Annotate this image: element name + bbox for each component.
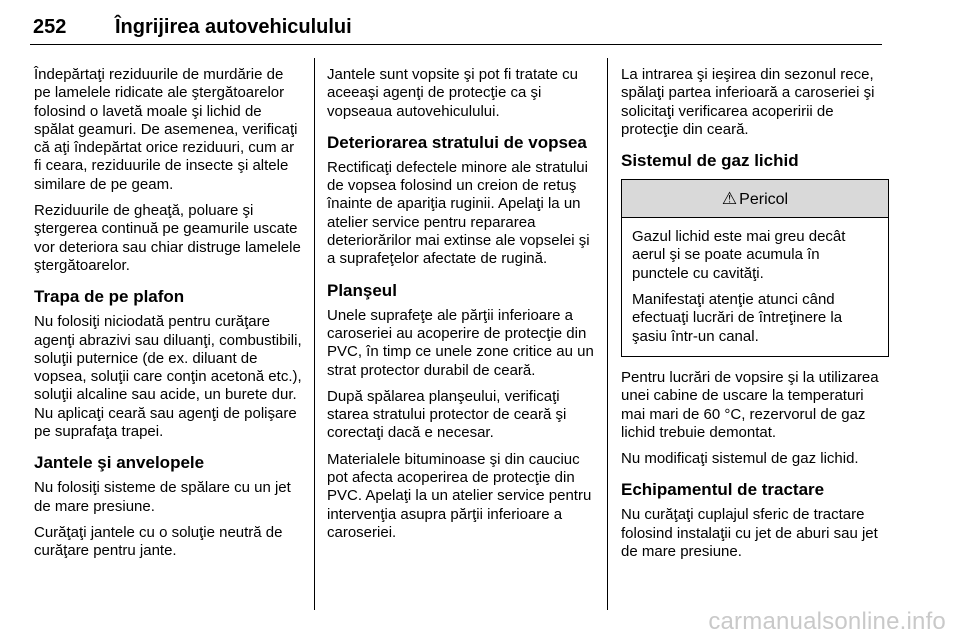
paragraph-plansee-bitum: Materialele bituminoase şi din cauciuc pot afecta acoperirea de protecţie din PVC. Apelaţi la un atelier service pentru intervenţia asupra părţii inferioare a caroseriei. xyxy=(327,450,592,541)
warning-header xyxy=(622,180,888,218)
column-2 xyxy=(327,66,595,550)
paragraph-wiper-damage: Reziduurile de gheaţă, poluare şi ştergerea continuă pe geamurile uscate vor deteriora sau chiar distruge lamelele ştergătoarelor. xyxy=(34,202,301,274)
warning-title: Pericol xyxy=(739,191,789,209)
page-number: 252 xyxy=(33,16,67,38)
column-divider-1 xyxy=(314,58,315,610)
heading-vopsea: Deteriorarea stratului de vopsea xyxy=(327,132,587,152)
paragraph-tractare: Nu curăţaţi cuplajul sferic de tractare folosind instalaţii cu jet de aburi sau jet de mare presiune. xyxy=(621,506,878,561)
paragraph-plansee-verificare: După spălarea planşeului, verificaţi starea stratului protector de ceară şi corectaţi dacă e necesar. xyxy=(327,387,567,442)
warning-triangle-icon: ⚠ xyxy=(721,189,738,209)
heading-gaz-lichid: Sistemul de gaz lichid xyxy=(621,151,799,171)
paragraph-jante-vopsite: Jantele sunt vopsite şi pot fi tratate cu aceeaşi agenţi de protecţie ca şi vopseaua autovehiculului. xyxy=(327,66,578,120)
paragraph-vopsea: Rectificaţi defectele minore ale stratului de vopsea folosind un creion de retuş înainte de apariţia ruginii. Apelaţi la un atelier service pentru repararea deteriorărilor mai extinse ale vopselei şi a suprafeţelor afectate de rugină. xyxy=(327,158,590,268)
paragraph-sezon-rece: La intrarea şi ieşirea din sezonul rece, spălaţi partea inferioară a caroseriei şi solicitaţi verificarea acoperirii de protecţie din ceară. xyxy=(621,66,875,138)
warning-box xyxy=(621,179,889,357)
paragraph-jante-jet: Nu folosiţi sisteme de spălare cu un jet de mare presiune. xyxy=(34,479,291,515)
heading-tractare: Echipamentul de tractare xyxy=(621,480,825,500)
paragraph-jante-curatare: Curăţaţi jantele cu o soluţie neutră de curăţare pentru jante. xyxy=(34,523,283,560)
paragraph-vopsire: Pentru lucrări de vopsire şi la utilizarea unei cabine de uscare la temperaturi mai mari de 60 °C, rezervorul de gaz lichid trebuie demontat. xyxy=(621,368,879,441)
warning-paragraph-2: Manifestaţi atenţie atunci când efectuaţi lucrări de întreţinere la şasiu într-un canal. xyxy=(632,291,843,345)
watermark: carmanualsonline.info xyxy=(708,608,946,635)
warning-body xyxy=(622,218,888,356)
heading-jante: Jantele şi anvelopele xyxy=(34,453,205,473)
paragraph-nu-modificati: Nu modificaţi sistemul de gaz lichid. xyxy=(621,450,859,468)
warning-paragraph-1: Gazul lichid este mai greu decât aerul şi se poate acumula în punctele cu cavităţi. xyxy=(632,228,846,282)
heading-plansee: Planşeul xyxy=(327,280,397,300)
column-3 xyxy=(621,66,889,569)
paragraph-plansee-pvc: Unele suprafeţe ale părţii inferioare a caroseriei au acoperire de protecţie din PVC, în timp ce unele zone critice au un strat protector durabil de ceară. xyxy=(327,306,594,379)
paragraph-wiper-cleaning: Îndepărtaţi reziduurile de murdărie de pe lamelele ridicate ale ştergătoarelor folosind o lavetă moale şi lichid de spălat geamuri. De asemenea, verificaţi că aţi îndepărtat orice reziduuri, cum ar fi ceara, reziduurile de insecte şi altele similare de pe geam. xyxy=(34,66,298,193)
column-divider-2 xyxy=(607,58,608,610)
heading-trapa: Trapa de pe plafon xyxy=(34,287,185,307)
page-header-title: Îngrijirea autovehiculului xyxy=(115,16,352,38)
page-header xyxy=(30,10,882,45)
paragraph-trapa: Nu folosiţi niciodată pentru curăţare agenţi abrazivi sau diluanţi, combustibili, soluţii puternice (de ex. diluant de vopsea, soluţii care conţin acetonă etc.), soluţii alcaline sau acide, un burete dur. Nu aplicaţi ceară sau agenţi de polişare pe suprafaţa trapei. xyxy=(34,313,302,441)
column-1 xyxy=(34,66,302,569)
